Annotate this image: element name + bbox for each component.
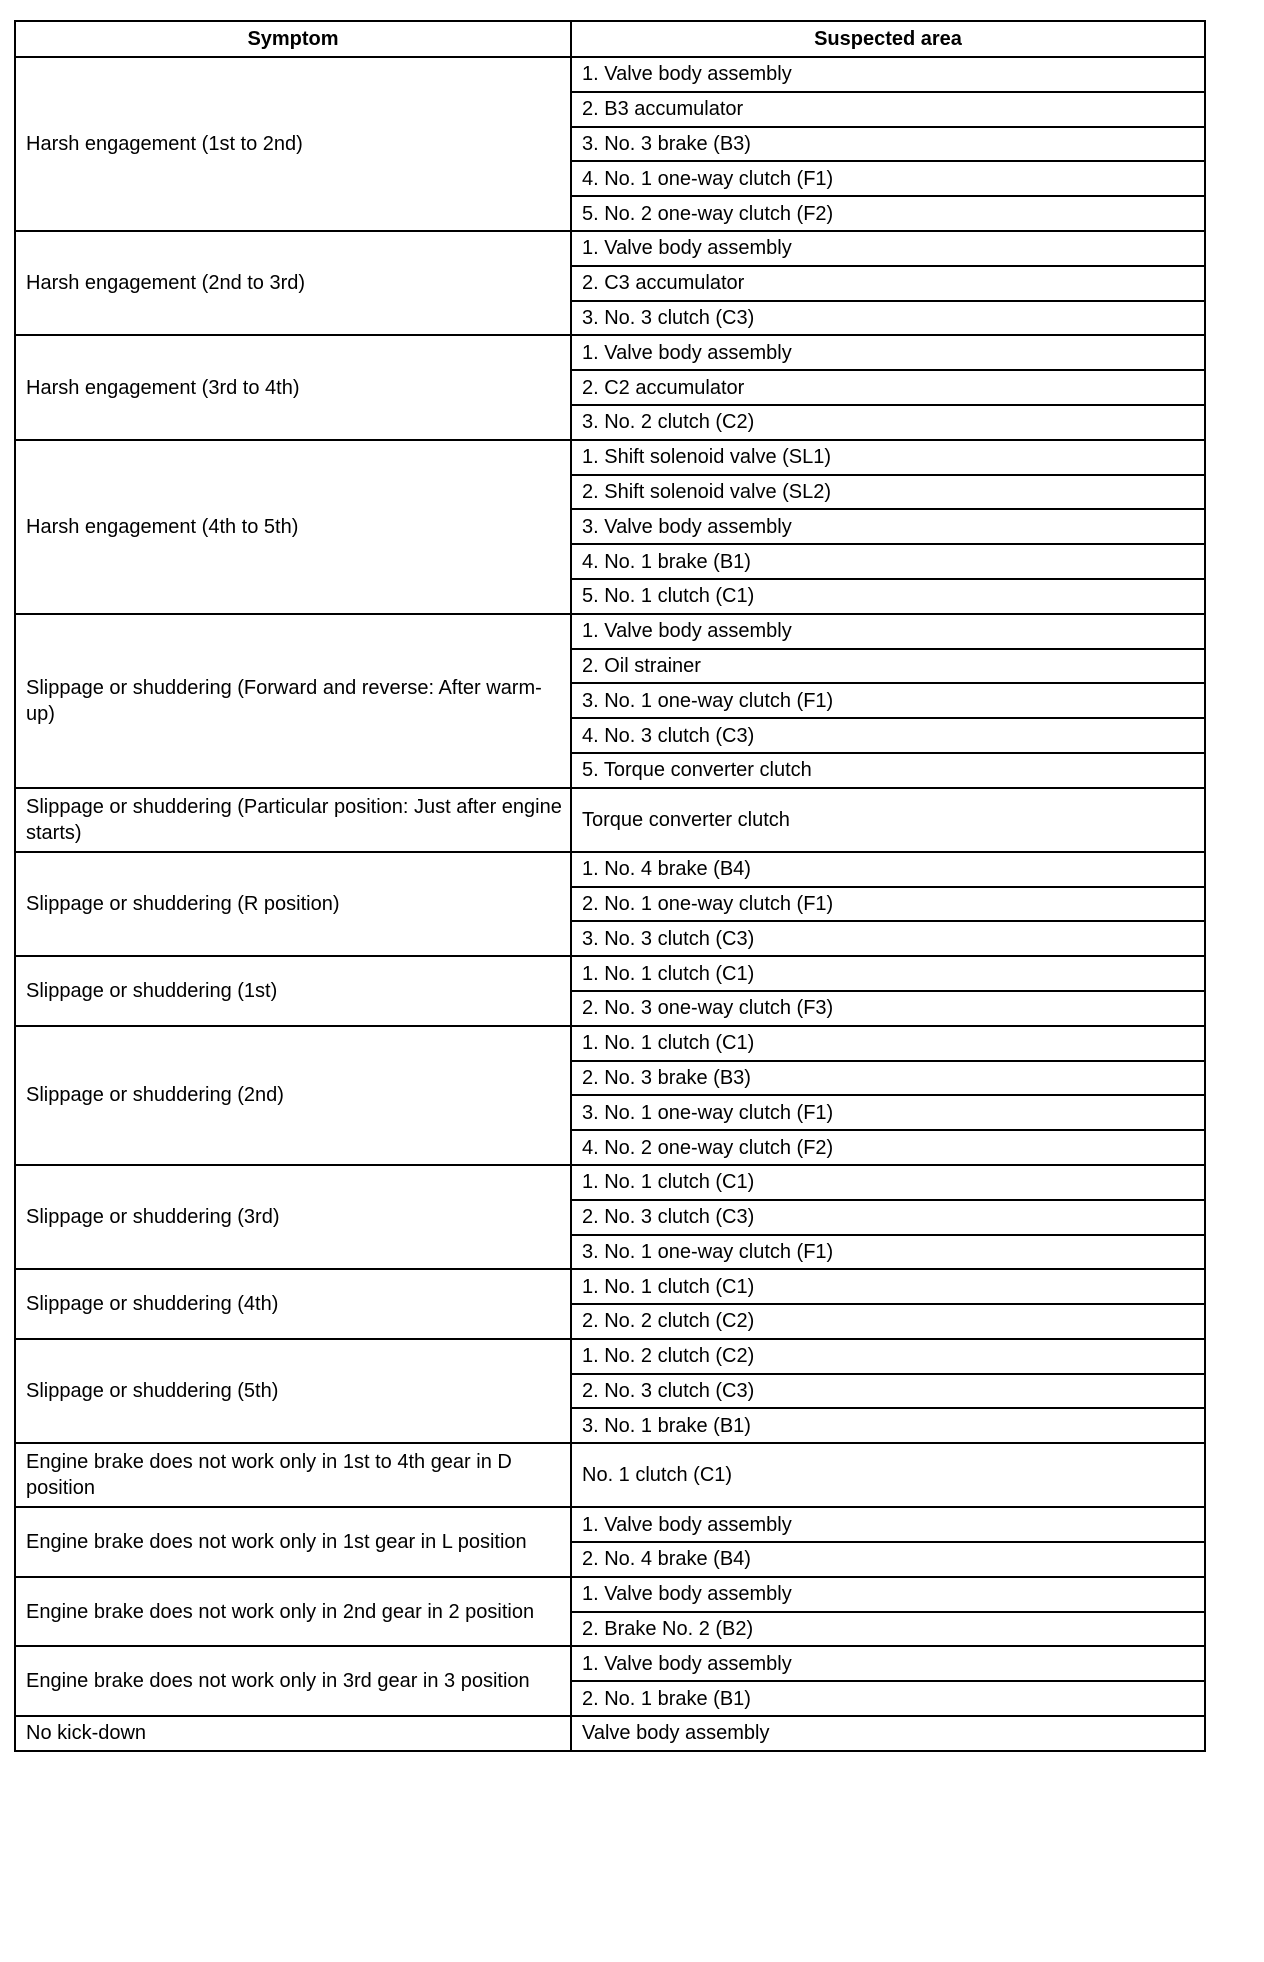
symptom-cell: Slippage or shuddering (5th)	[15, 1339, 571, 1443]
suspected-area-cell: 2. No. 3 clutch (C3)	[571, 1200, 1205, 1235]
table-row	[15, 1339, 1205, 1374]
symptom-cell: Engine brake does not work only in 1st gear in L position	[15, 1507, 571, 1577]
symptom-cell: Slippage or shuddering (4th)	[15, 1269, 571, 1339]
suspected-area-cell: 1. Valve body assembly	[571, 231, 1205, 266]
suspected-area-cell: 1. No. 1 clutch (C1)	[571, 1026, 1205, 1061]
suspected-area-cell: 1. Valve body assembly	[571, 1577, 1205, 1612]
table-row	[15, 1443, 1205, 1507]
symptom-cell: Engine brake does not work only in 2nd gear in 2 position	[15, 1577, 571, 1647]
suspected-area-cell: 1. Valve body assembly	[571, 614, 1205, 649]
troubleshooting-table-container	[14, 20, 1204, 1752]
suspected-area-cell: 4. No. 3 clutch (C3)	[571, 718, 1205, 753]
suspected-area-cell: 1. Shift solenoid valve (SL1)	[571, 440, 1205, 475]
suspected-area-cell: No. 1 clutch (C1)	[571, 1443, 1205, 1507]
symptom-cell: Slippage or shuddering (1st)	[15, 956, 571, 1026]
suspected-area-cell: 3. No. 1 one-way clutch (F1)	[571, 1235, 1205, 1270]
suspected-area-cell: 1. Valve body assembly	[571, 335, 1205, 370]
suspected-area-cell: 2. No. 3 clutch (C3)	[571, 1374, 1205, 1409]
table-row	[15, 440, 1205, 475]
suspected-area-cell: 2. B3 accumulator	[571, 92, 1205, 127]
suspected-area-cell: 3. No. 3 brake (B3)	[571, 127, 1205, 162]
symptom-cell: Harsh engagement (2nd to 3rd)	[15, 231, 571, 335]
suspected-area-cell: 1. Valve body assembly	[571, 1507, 1205, 1542]
suspected-area-cell: 2. C3 accumulator	[571, 266, 1205, 301]
table-row	[15, 1507, 1205, 1542]
suspected-area-cell: 3. No. 3 clutch (C3)	[571, 301, 1205, 336]
troubleshooting-table	[14, 20, 1206, 1752]
symptom-cell: Harsh engagement (4th to 5th)	[15, 440, 571, 614]
suspected-area-cell: 5. No. 2 one-way clutch (F2)	[571, 196, 1205, 231]
suspected-area-cell: 2. No. 4 brake (B4)	[571, 1542, 1205, 1577]
table-row	[15, 1165, 1205, 1200]
table-row	[15, 231, 1205, 266]
suspected-area-cell: 1. No. 2 clutch (C2)	[571, 1339, 1205, 1374]
table-row	[15, 788, 1205, 852]
suspected-area-cell: 2. Brake No. 2 (B2)	[571, 1612, 1205, 1647]
suspected-area-cell: 1. No. 1 clutch (C1)	[571, 1165, 1205, 1200]
table-row	[15, 614, 1205, 649]
suspected-area-cell: 1. Valve body assembly	[571, 1646, 1205, 1681]
table-row	[15, 956, 1205, 991]
suspected-area-cell: 1. No. 1 clutch (C1)	[571, 956, 1205, 991]
symptom-cell: Slippage or shuddering (Forward and reverse: After warm-up)	[15, 614, 571, 788]
suspected-area-cell: 2. No. 2 clutch (C2)	[571, 1304, 1205, 1339]
suspected-area-cell: 3. No. 1 one-way clutch (F1)	[571, 683, 1205, 718]
symptom-cell: Harsh engagement (3rd to 4th)	[15, 335, 571, 439]
suspected-area-cell: 2. No. 3 brake (B3)	[571, 1061, 1205, 1096]
suspected-area-cell: 1. No. 1 clutch (C1)	[571, 1269, 1205, 1304]
suspected-area-cell: 2. Oil strainer	[571, 649, 1205, 684]
suspected-area-cell: Torque converter clutch	[571, 788, 1205, 852]
table-row	[15, 1716, 1205, 1751]
suspected-area-cell: 5. Torque converter clutch	[571, 753, 1205, 788]
suspected-area-cell: 2. No. 3 one-way clutch (F3)	[571, 991, 1205, 1026]
suspected-area-cell: 3. Valve body assembly	[571, 509, 1205, 544]
table-row	[15, 335, 1205, 370]
suspected-area-cell: 4. No. 1 one-way clutch (F1)	[571, 161, 1205, 196]
suspected-area-cell: 4. No. 1 brake (B1)	[571, 544, 1205, 579]
suspected-area-cell: 1. No. 4 brake (B4)	[571, 852, 1205, 887]
symptom-cell: Slippage or shuddering (2nd)	[15, 1026, 571, 1165]
table-header	[15, 21, 1205, 57]
suspected-area-cell: Valve body assembly	[571, 1716, 1205, 1751]
header-suspected-area: Suspected area	[571, 21, 1205, 57]
table-row	[15, 1577, 1205, 1612]
suspected-area-cell: 1. Valve body assembly	[571, 57, 1205, 92]
suspected-area-cell: 2. No. 1 one-way clutch (F1)	[571, 887, 1205, 922]
table-row	[15, 1646, 1205, 1681]
symptom-cell: Slippage or shuddering (3rd)	[15, 1165, 571, 1269]
suspected-area-cell: 2. Shift solenoid valve (SL2)	[571, 475, 1205, 510]
symptom-cell: Slippage or shuddering (Particular position: Just after engine starts)	[15, 788, 571, 852]
symptom-cell: Engine brake does not work only in 3rd gear in 3 position	[15, 1646, 571, 1716]
table-row	[15, 852, 1205, 887]
table-body	[15, 57, 1205, 1751]
symptom-cell: Slippage or shuddering (R position)	[15, 852, 571, 956]
suspected-area-cell: 2. No. 1 brake (B1)	[571, 1681, 1205, 1716]
suspected-area-cell: 5. No. 1 clutch (C1)	[571, 579, 1205, 614]
symptom-cell: Harsh engagement (1st to 2nd)	[15, 57, 571, 231]
symptom-cell: Engine brake does not work only in 1st to 4th gear in D position	[15, 1443, 571, 1507]
suspected-area-cell: 4. No. 2 one-way clutch (F2)	[571, 1130, 1205, 1165]
header-row	[15, 21, 1205, 57]
suspected-area-cell: 3. No. 2 clutch (C2)	[571, 405, 1205, 440]
table-row	[15, 57, 1205, 92]
suspected-area-cell: 3. No. 1 one-way clutch (F1)	[571, 1095, 1205, 1130]
suspected-area-cell: 3. No. 3 clutch (C3)	[571, 921, 1205, 956]
table-row	[15, 1269, 1205, 1304]
symptom-cell: No kick-down	[15, 1716, 571, 1751]
header-symptom: Symptom	[15, 21, 571, 57]
table-row	[15, 1026, 1205, 1061]
suspected-area-cell: 2. C2 accumulator	[571, 370, 1205, 405]
suspected-area-cell: 3. No. 1 brake (B1)	[571, 1408, 1205, 1443]
